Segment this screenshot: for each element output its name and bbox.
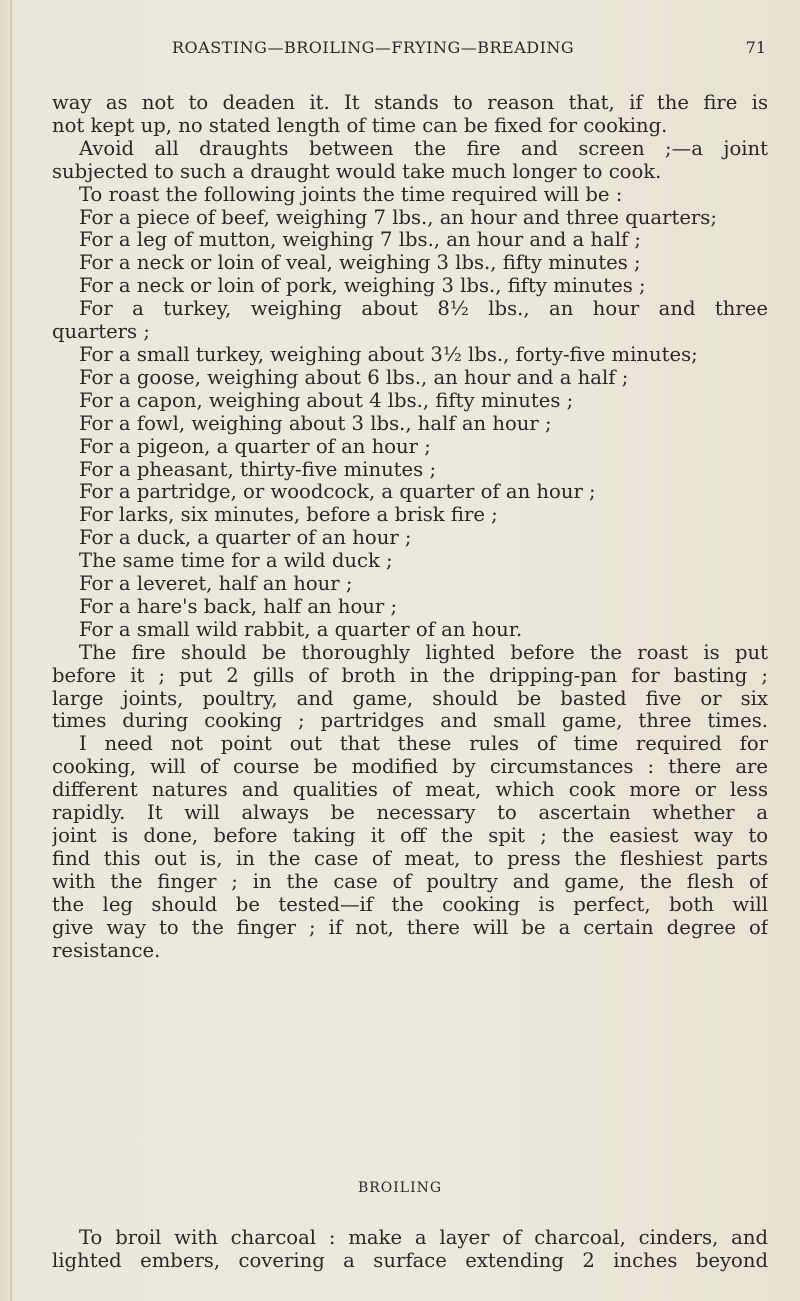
text-line: To broil with charcoal : make a layer of charcoal, cinders, and (79, 1226, 768, 1249)
list-item: For a capon, weighing about 4 lbs., fifty minutes ; (79, 389, 574, 412)
section-heading: BROILING (357, 1180, 443, 1196)
list-item: quarters ; (52, 321, 150, 344)
list-item: For a neck or loin of veal, weighing 3 lbs., fifty minutes ; (79, 252, 641, 275)
text-line: large joints, poultry, and game, should be basted five or six (52, 687, 768, 710)
text-line: the leg should be tested—if the cooking is perfect, both will (52, 893, 768, 916)
text-line: To roast the following joints the time required will be : (79, 183, 623, 206)
page-gutter (10, 0, 12, 1301)
text-line: I need not point out that these rules of time required for (79, 733, 768, 756)
text-line: joint is done, before taking it off the spit ; the easiest way to (52, 825, 768, 847)
list-item: For a pheasant, thirty-five minutes ; (79, 458, 437, 481)
page-number: 71 (745, 38, 766, 57)
body-text (52, 92, 768, 962)
text-line: rapidly. It will always be necessary to ascertain whether a (52, 802, 768, 825)
list-item: For a turkey, weighing about 8½ lbs., an hour and three (79, 298, 768, 321)
text-line: not kept up, no stated length of time can be fixed for cooking. (52, 114, 668, 137)
list-item: For a pigeon, a quarter of an hour ; (79, 435, 431, 458)
list-item: For a small turkey, weighing about 3½ lbs., forty-five minutes; (79, 343, 698, 366)
text-line: subjected to such a draught would take much longer to cook. (52, 160, 662, 183)
list-item: For larks, six minutes, before a brisk fire ; (79, 504, 498, 527)
section-text (52, 1226, 768, 1272)
list-item: For a fowl, weighing about 3 lbs., half an hour ; (79, 412, 552, 435)
list-item: For a small wild rabbit, a quarter of an hour. (79, 618, 523, 641)
list-item: For a neck or loin of pork, weighing 3 lbs., fifty minutes ; (79, 275, 646, 298)
text-line: way as not to deaden it. It stands to reason that, if the fire is (52, 92, 768, 114)
list-item: For a leveret, half an hour ; (79, 573, 353, 596)
list-item: For a hare's back, half an hour ; (79, 595, 398, 618)
text-line: before it ; put 2 gills of broth in the dripping-pan for basting ; (52, 664, 768, 687)
list-item: The same time for a wild duck ; (79, 550, 393, 573)
text-line: give way to the finger ; if not, there will be a certain degree of (52, 916, 768, 939)
list-item: For a leg of mutton, weighing 7 lbs., an hour and a half ; (79, 229, 642, 252)
running-head: ROASTING—BROILING—FRYING—BREADING (172, 38, 575, 57)
text-line: lighted embers, covering a surface extending 2 inches beyond (52, 1249, 768, 1272)
list-item: For a goose, weighing about 6 lbs., an hour and a half ; (79, 366, 629, 389)
text-line: with the finger ; in the case of poultry and game, the flesh of (52, 870, 768, 893)
text-line: find this out is, in the case of meat, to press the fleshiest parts (52, 847, 768, 870)
list-item: For a duck, a quarter of an hour ; (79, 527, 412, 550)
text-line: cooking, will of course be modified by circumstances : there are (52, 756, 768, 779)
text-line: different natures and qualities of meat, which cook more or less (52, 779, 768, 802)
text-line: The fire should be thoroughly lighted before the roast is put (79, 641, 768, 664)
text-line: resistance. (52, 939, 161, 962)
text-line: Avoid all draughts between the fire and screen ;—a joint (79, 137, 768, 160)
text-line: times during cooking ; partridges and small game, three times. (52, 710, 768, 733)
list-item: For a partridge, or woodcock, a quarter of an hour ; (79, 481, 596, 504)
list-item: For a piece of beef, weighing 7 lbs., an hour and three quarters; (79, 206, 717, 229)
